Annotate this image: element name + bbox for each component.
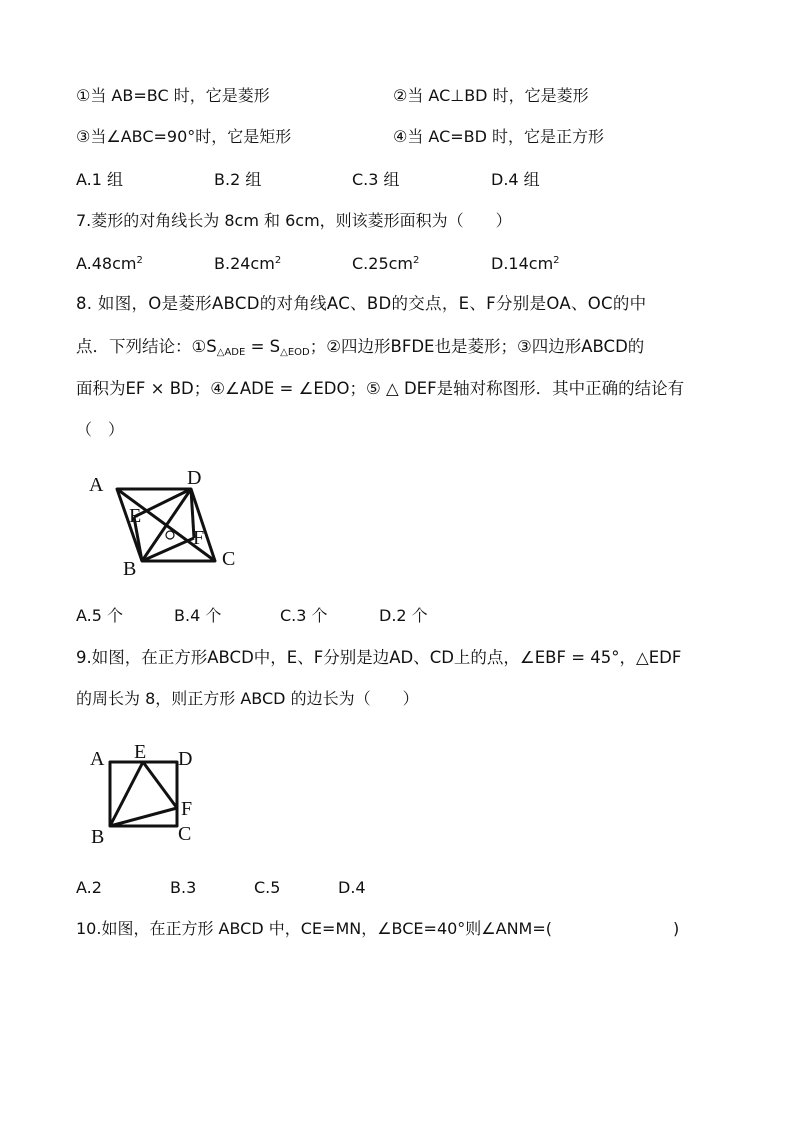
q9-option-d: D.4 (338, 878, 366, 897)
q10-close-paren: ) (673, 919, 680, 938)
q7-stem: 7.菱形的对角线长为 8cm 和 6cm，则该菱形面积为（ ） (76, 211, 512, 230)
q7-option-b: $B.24cm^2$ (214, 254, 282, 273)
q10-stem: 10.如图，在正方形 ABCD 中，CE=MN，∠BCE=40°则∠ANM=( (76, 919, 553, 938)
q6-statement-1: ①当 AB=BC 时，它是菱形 (76, 86, 270, 105)
q8-option-b: B.4 个 (174, 606, 222, 625)
q6-option-a: A.1 组 (76, 170, 124, 189)
q9-line-1: 9.如图，在正方形ABCD中，E、F分别是边AD、CD上的点，∠EBF = 45°，△EDF (76, 648, 682, 667)
q8-label-e: E (129, 505, 142, 527)
q9-option-c: C.5 (254, 878, 281, 897)
q7-option-d: $D.14cm^2$ (491, 254, 560, 273)
q8-label-c: C (222, 548, 236, 570)
q9-label-d: D (178, 748, 193, 770)
q6-option-b: B.2 组 (214, 170, 262, 189)
q6-statement-3: ③当∠ABC=90°时，它是矩形 (76, 127, 292, 146)
q8-rhombus-figure (80, 460, 260, 585)
q7-option-a: $A.48cm^2$ (76, 254, 143, 273)
q6-option-c: C.3 组 (352, 170, 400, 189)
q8-line-3: 面积为EF × BD；④∠ADE = ∠EDO；⑤ △ DEF是轴对称图形．其中正确的结论有 (76, 379, 685, 398)
q8-line-1: 8. 如图，O是菱形ABCD的对角线AC、BD的交点，E、F分别是OA、OC的中 (76, 294, 647, 313)
q6-option-d: D.4 组 (491, 170, 540, 189)
q9-label-f: F (181, 798, 193, 820)
q9-option-b: B.3 (170, 878, 197, 897)
q8-label-d: D (187, 467, 202, 489)
q6-statement-2: ②当 AC⊥BD 时，它是菱形 (393, 86, 589, 105)
q9-label-b: B (91, 826, 105, 848)
q7-option-c: $C.25cm^2$ (352, 254, 420, 273)
q9-option-a: A.2 (76, 878, 102, 897)
q9-square-figure (85, 735, 205, 850)
q9-label-a: A (90, 748, 105, 770)
q9-line-2: 的周长为 8，则正方形 ABCD 的边长为（ ） (76, 689, 419, 708)
q9-label-e: E (134, 741, 147, 763)
q8-label-b: B (123, 558, 137, 580)
q8-option-c: C.3 个 (280, 606, 328, 625)
q8-option-d: D.2 个 (379, 606, 428, 625)
q8-label-a: A (89, 474, 104, 496)
q8-line-2: 点．下列结论：$①S_{\triangle ADE} = S_{\triangle EOD}$；②四边形BFDE也是菱形；③四边形ABCD的 (76, 337, 645, 358)
q8-label-f: F (193, 527, 205, 549)
q8-line-4: （ ） (76, 420, 125, 439)
q6-statement-4: ④当 AC=BD 时，它是正方形 (393, 127, 605, 146)
q9-label-c: C (178, 823, 192, 845)
q8-option-a: A.5 个 (76, 606, 124, 625)
